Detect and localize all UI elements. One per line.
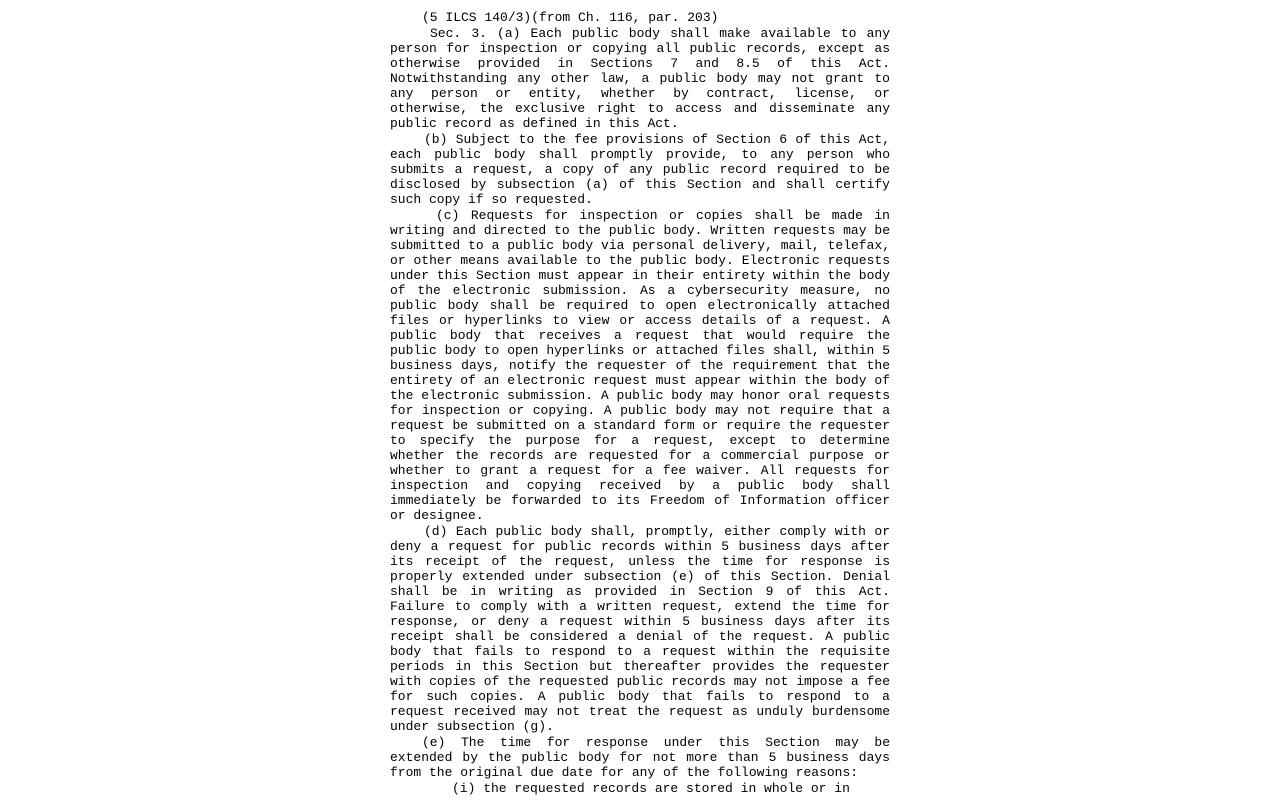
subsection-e: (e) The time for response under this Section may be extended by the public body for not more than 5 business days from the original due date for any of the following reasons: [390, 735, 890, 780]
statute-document [390, 10, 890, 797]
statute-citation: (5 ILCS 140/3)(from Ch. 116, par. 203) [422, 10, 719, 25]
subsection-b: (b) Subject to the fee provisions of Section 6 of this Act, each public body shall promptly provide, to any person who submits a request, a copy of any public record required to be disclosed by subsection (a) of this Section and shall certify such copy if so requested. [390, 132, 890, 207]
subsection-c: (c) Requests for inspection or copies shall be made in writing and directed to the public body. Written requests may be submitted to a public body via personal delivery, mail, telefax, or other means available to the public body. Electronic requests under this Section must appear in their entirety within the body of the electronic submission. As a cybersecurity measure, no public body shall be required to open electronically attached files or hyperlinks to view or access details of a request. A public body that receives a request that would require the public body to open hyperlinks or attached files shall, within 5 business days, notify the requester of the requirement that the entirety of an electronic request must appear within the body of the electronic submission. A public body may honor oral requests for inspection or copying. A public body may not require that a request be submitted on a standard form or require the requester to specify the purpose for a request, except to determine whether the records are requested for a commercial purpose or whether to grant a request for a fee waiver. All requests for inspection and copying received by a public body shall immediately be forwarded to its Freedom of Information officer or designee. [390, 208, 890, 523]
subsection-a: Sec. 3. (a) Each public body shall make available to any person for inspection or copying all public records, except as otherwise provided in Sections 7 and 8.5 of this Act. Notwithstanding any other law, a public body may not grant to any person or entity, whether by contract, license, or otherwise, the exclusive right to access and disseminate any public record as defined in this Act. [390, 26, 890, 131]
subsection-d: (d) Each public body shall, promptly, either comply with or deny a request for public records within 5 business days after its receipt of the request, unless the time for response is properly extended under subsection (e) of this Section. Denial shall be in writing as provided in Section 9 of this Act. Failure to comply with a written request, extend the time for response, or deny a request within 5 business days after its receipt shall be considered a denial of the request. A public body that fails to respond to a request within the requisite periods in this Section but thereafter provides the requester with copies of the requested public records may not impose a fee for such copies. A public body that fails to respond to a request received may not treat the request as unduly burdensome under subsection (g). [390, 524, 890, 734]
subsection-e-item-i: (i) the requested records are stored in whole or in [452, 781, 850, 796]
